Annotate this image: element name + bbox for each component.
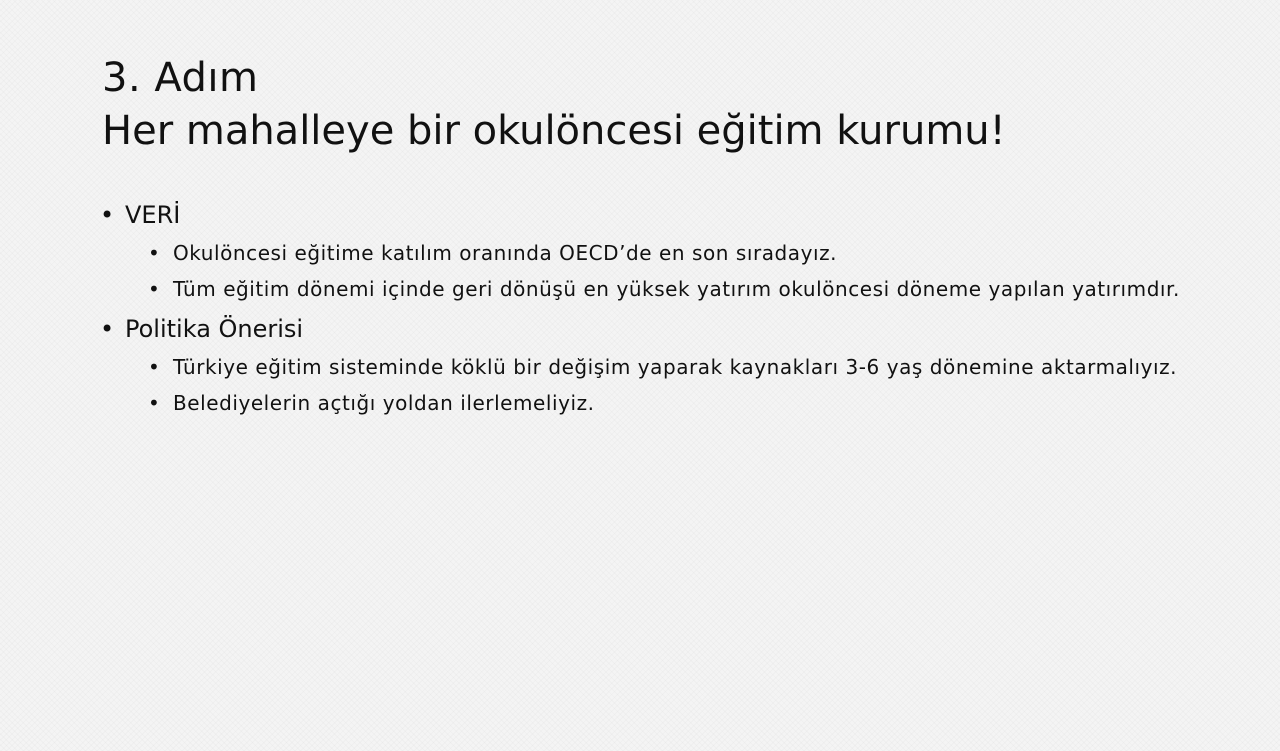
slide-heading: Her mahalleye bir okulöncesi eğitim kurumu! <box>102 108 1006 154</box>
list-item <box>100 352 1220 382</box>
bullet-icon: • <box>100 315 115 343</box>
section-heading-label: Politika Önerisi <box>125 315 304 343</box>
slide-title <box>102 52 1222 158</box>
section-heading-label: VERİ <box>125 201 181 229</box>
bullet-icon: • <box>148 391 161 415</box>
section-items-politika-onerisi <box>100 352 1220 418</box>
bullet-icon: • <box>100 201 115 229</box>
list-item-text: Tüm eğitim dönemi içinde geri dönüşü en yüksek yatırım okulöncesi döneme yapılan yatırımdır. <box>173 277 1180 301</box>
bullet-icon: • <box>148 241 161 265</box>
slide-content <box>100 198 1220 426</box>
list-item <box>100 274 1220 304</box>
section-heading-politika-onerisi <box>100 312 1220 346</box>
bullet-icon: • <box>148 355 161 379</box>
list-item <box>100 388 1220 418</box>
list-item-text: Belediyelerin açtığı yoldan ilerlemeliyiz. <box>173 391 595 415</box>
list-item <box>100 238 1220 268</box>
list-item-text: Okulöncesi eğitime katılım oranında OECD’de en son sıradayız. <box>173 241 838 265</box>
list-item-text: Türkiye eğitim sisteminde köklü bir değişim yaparak kaynakları 3-6 yaş dönemine aktarmalıyız. <box>173 355 1178 379</box>
bullet-icon: • <box>148 277 161 301</box>
section-items-veri <box>100 238 1220 304</box>
step-label: 3. Adım <box>102 55 259 101</box>
section-heading-veri <box>100 198 1220 232</box>
